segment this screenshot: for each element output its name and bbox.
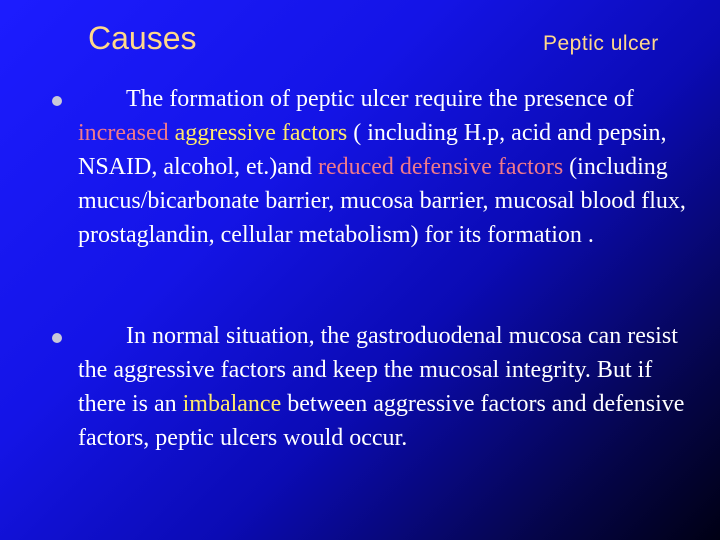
bullet-dot-icon [52,96,62,106]
p1-text-3: ( including H.p, acid and pepsin, NSAID, alcohol, et.)and [78,120,667,180]
p1-aggressive-factors: aggressive factors [174,120,348,146]
paragraph-normal-situation [78,319,704,455]
p2-imbalance: imbalance [182,391,282,417]
p2-text-2: between aggressive factors and defensive factors, peptic ulcers would occur. [78,391,685,451]
slide-subtitle: Peptic ulcer [543,32,659,55]
p1-reduced-defensive-factors: reduced defensive factors [317,154,564,180]
paragraph-formation [78,82,704,252]
p1-increased: increased [78,120,169,146]
p1-text-4: (including mucus/bicarbonate barrier, mucosa barrier, mucosal blood flux, prostaglandin, cellular metabolism) for its formation . [78,154,686,248]
p2-text-1: In normal situation, the gastroduodenal mucosa can resist the aggressive factors and keep the mucosal integrity. But if there is an [78,323,678,417]
bullet-dot-icon [52,333,62,343]
slide-title: Causes [88,20,197,56]
p1-text-1: The formation of peptic ulcer require the presence of [126,86,634,112]
